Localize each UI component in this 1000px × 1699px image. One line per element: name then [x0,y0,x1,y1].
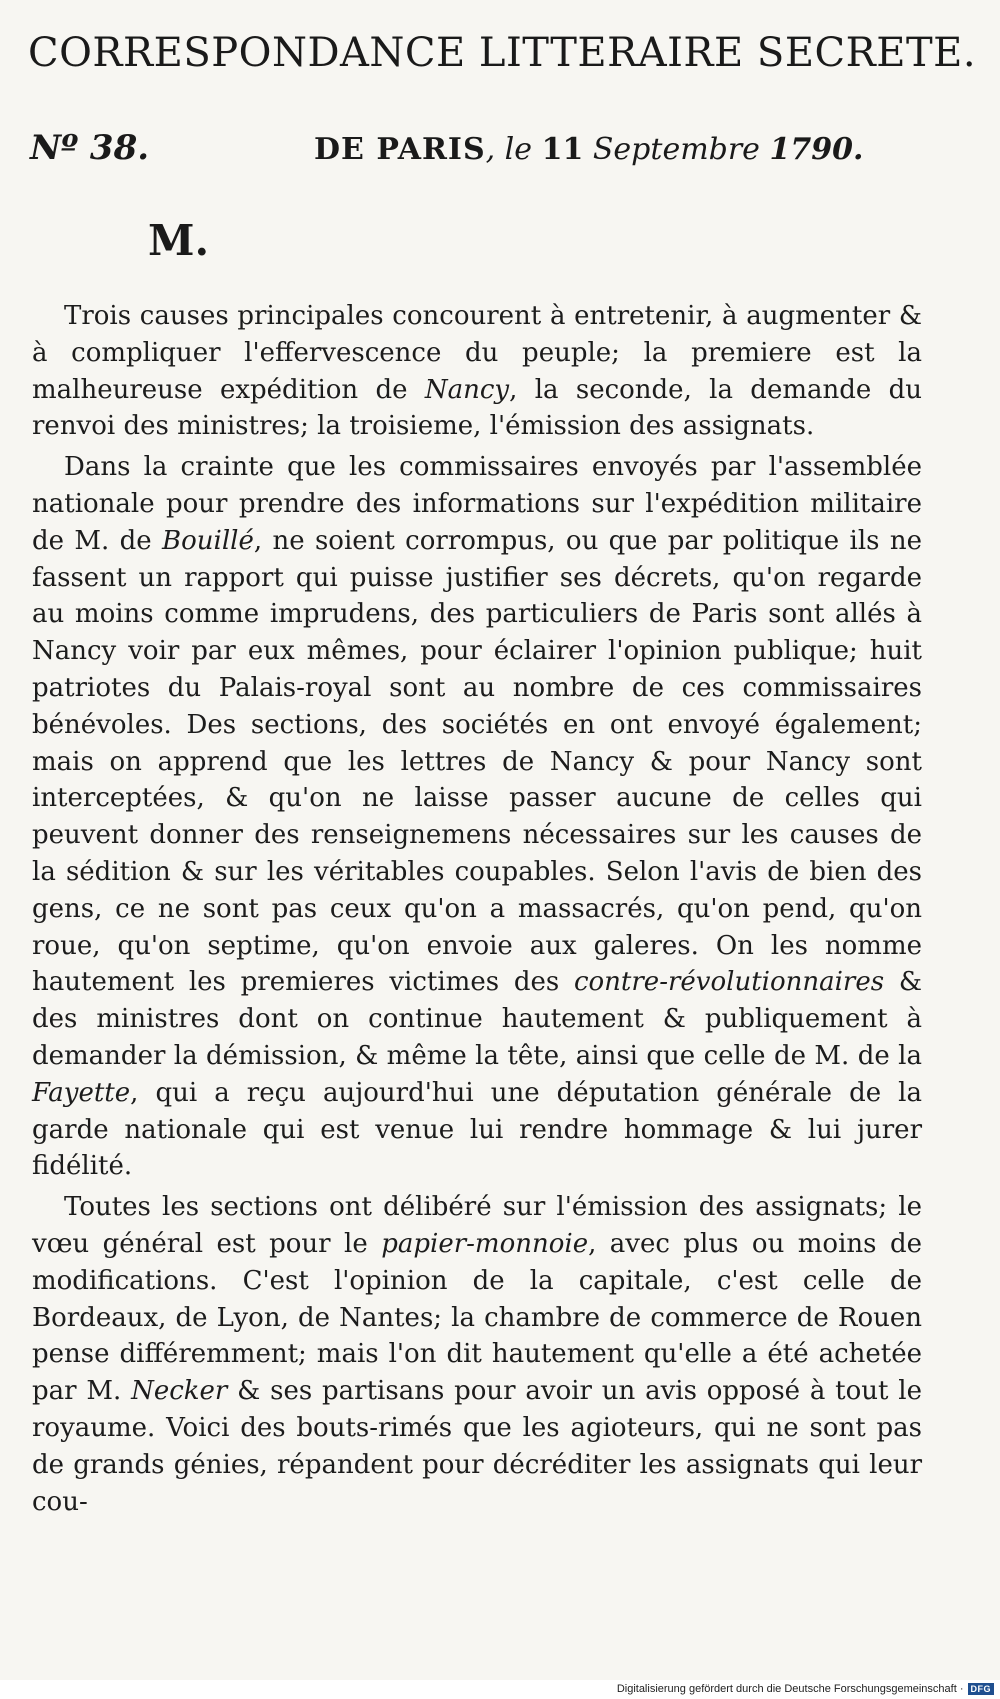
salutation: M. [148,216,210,265]
paragraph-1 [32,298,922,445]
dateline [314,132,863,167]
dateline-le: , le [485,132,533,167]
dateline-month: Septembre [592,132,760,167]
dateline-day: 11 [541,132,584,167]
paragraph-3-text-a: Toutes les sections ont délibéré sur l'émission des assignats; le vœu général est pour le [32,1192,922,1259]
paragraph-1-text-b: , la seconde, la demande du renvoi des ministres; la troisieme, l'émission des assignats. [32,374,922,442]
paragraph-1-text-a: Trois causes principales concourent à entretenir, à augmenter & à compliquer l'effervescence du peuple; la premiere est la malheureuse expédition de [32,301,922,405]
term-contre-revolutionnaires: contre-révolutionnaires [573,967,885,998]
person-name-bouille: Bouillé [162,525,254,556]
paragraph-2-text-c: & des ministres dont on continue hautement & publiquement à demander la démission, & même la tête, ainsi que celle de M. de la [32,967,922,1071]
person-name-fayette: Fayette [32,1077,131,1108]
dfg-logo: DFG [968,1683,995,1695]
paragraph-2 [32,449,922,1185]
credit-text: Digitalisierung gefördert durch die Deutsche Forschungsgemeinschaft · [616,1683,964,1695]
issue-line [30,128,950,178]
term-papier-monnoie: papier-monnoie [381,1228,589,1259]
letter-body [32,298,922,1520]
person-name-necker: Necker [131,1376,228,1407]
paragraph-3-text-c: & ses partisans pour avoir un avis opposé à tout le royaume. Voici des bouts-rimés que les agioteurs, qui ne sont pas de grands génies, répandent pour décréditer les assignats qui leur cou- [32,1376,922,1517]
paragraph-3 [32,1189,922,1520]
publication-title: CORRESPONDANCE LITTERAIRE SECRETE. [28,30,977,76]
place-name-nancy: Nancy [424,374,510,405]
dateline-place: DE PARIS [314,132,486,167]
dateline-year: 1790. [769,132,864,167]
paragraph-2-text-a: Dans la crainte que les commissaires envoyés par l'assemblée nationale pour prendre des informations sur l'expédition militaire de M. de [32,452,922,556]
paragraph-3-text-b: , avec plus ou moins de modifications. C'est l'opinion de la capitale, c'est celle de Bordeaux, de Lyon, de Nantes; la chambre de commerce de Rouen pense différemment; mais l'on dit hautement qu'elle a été achetée par M. [32,1228,922,1407]
paragraph-2-text-d: , qui a reçu aujourd'hui une députation générale de la garde nationale qui est venue lui rendre hommage & lui jurer fidélité. [32,1077,922,1182]
issue-number: Nº 38. [30,128,150,168]
digitization-credit [617,1681,994,1697]
paragraph-2-text-b: , ne soient corrompus, ou que par politique ils ne fassent un rapport qui puisse justifier ses décrets, qu'on regarde au moins comme imprudens, des particuliers de Paris sont allés à Nancy voir par eux mêmes, pour éclairer l'opinion publique; huit patriotes du Palais-royal sont au nombre de ces commissaires bénévoles. Des sections, des sociétés en ont envoyé également; mais on apprend que les lettres de Nancy & pour Nancy sont interceptées, & qu'on ne laisse passer aucune de celles qui peuvent donner des renseignemens nécessaires sur les causes de la sédition & sur les véritables coupables. Selon l'avis de bien des gens, ce ne sont pas ceux qu'on a massacrés, qu'on pend, qu'on roue, qu'on septime, qu'on envoie aux galeres. On les nomme hautement les premieres victimes des [32,525,922,998]
